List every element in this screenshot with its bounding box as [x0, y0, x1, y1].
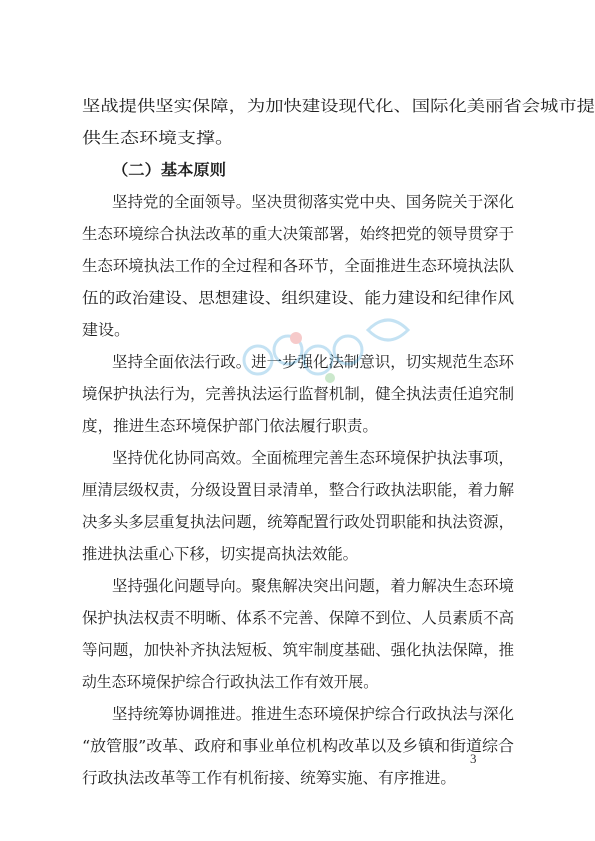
- body-text-line: 生态环境执法工作的全过程和各环节，全面推进生态环境执法队: [82, 257, 514, 275]
- body-text-line: 境保护执法行为，完善执法运行监督机制，健全执法责任追究制: [82, 385, 514, 403]
- body-text-line: “放管服”改革、政府和事业单位机构改革以及乡镇和街道综合: [82, 737, 514, 755]
- body-text-line: 行政执法改革等工作有机衔接、统筹实施、有序推进。: [82, 769, 456, 787]
- body-text-line: 保护执法权责不明晰、体系不完善、保障不到位、人员素质不高: [82, 609, 514, 627]
- page-number: 3: [470, 751, 477, 766]
- body-text-line: 供生态环境支撑。: [82, 129, 234, 147]
- body-text-line: 决多头多层重复执法问题，统筹配置行政处罚职能和执法资源，: [82, 513, 514, 531]
- body-text-line: 建设。: [82, 321, 130, 339]
- body-text-line: 伍的政治建设、思想建设、组织建设、能力建设和纪律作风: [82, 289, 514, 307]
- body-text-line: 坚持全面依法行政。进一步强化法制意识，切实规范生态环: [112, 353, 514, 371]
- body-text-line: 等问题，加快补齐执法短板、筑牢制度基础、强化执法保障，推: [82, 641, 514, 659]
- body-text-line: 坚持优化协同高效。全面梳理完善生态环境保护执法事项，: [112, 449, 514, 467]
- body-text-line: 推进执法重心下移，切实提高执法效能。: [82, 545, 358, 563]
- body-text-line: 坚战提供坚实保障，为加快建设现代化、国际化美丽省会城市提: [82, 97, 595, 115]
- body-text-line: 生态环境综合执法改革的重大决策部署，始终把党的领导贯穿于: [82, 225, 514, 243]
- body-text-line: 度，推进生态环境保护部门依法履行职责。: [82, 417, 378, 435]
- body-text-line: 坚持党的全面领导。坚决贯彻落实党中央、国务院关于深化: [112, 193, 514, 211]
- body-text-line: 厘清层级权责，分级设置目录清单，整合行政执法职能，着力解: [82, 481, 514, 499]
- section-heading: （二）基本原则: [112, 161, 226, 179]
- body-text-line: 坚持强化问题导向。聚焦解决突出问题，着力解决生态环境: [112, 577, 514, 595]
- body-text-line: 坚持统筹协调推进。推进生态环境保护综合行政执法与深化: [112, 705, 514, 723]
- body-text-line: 动生态环境保护综合行政执法工作有效开展。: [82, 673, 378, 691]
